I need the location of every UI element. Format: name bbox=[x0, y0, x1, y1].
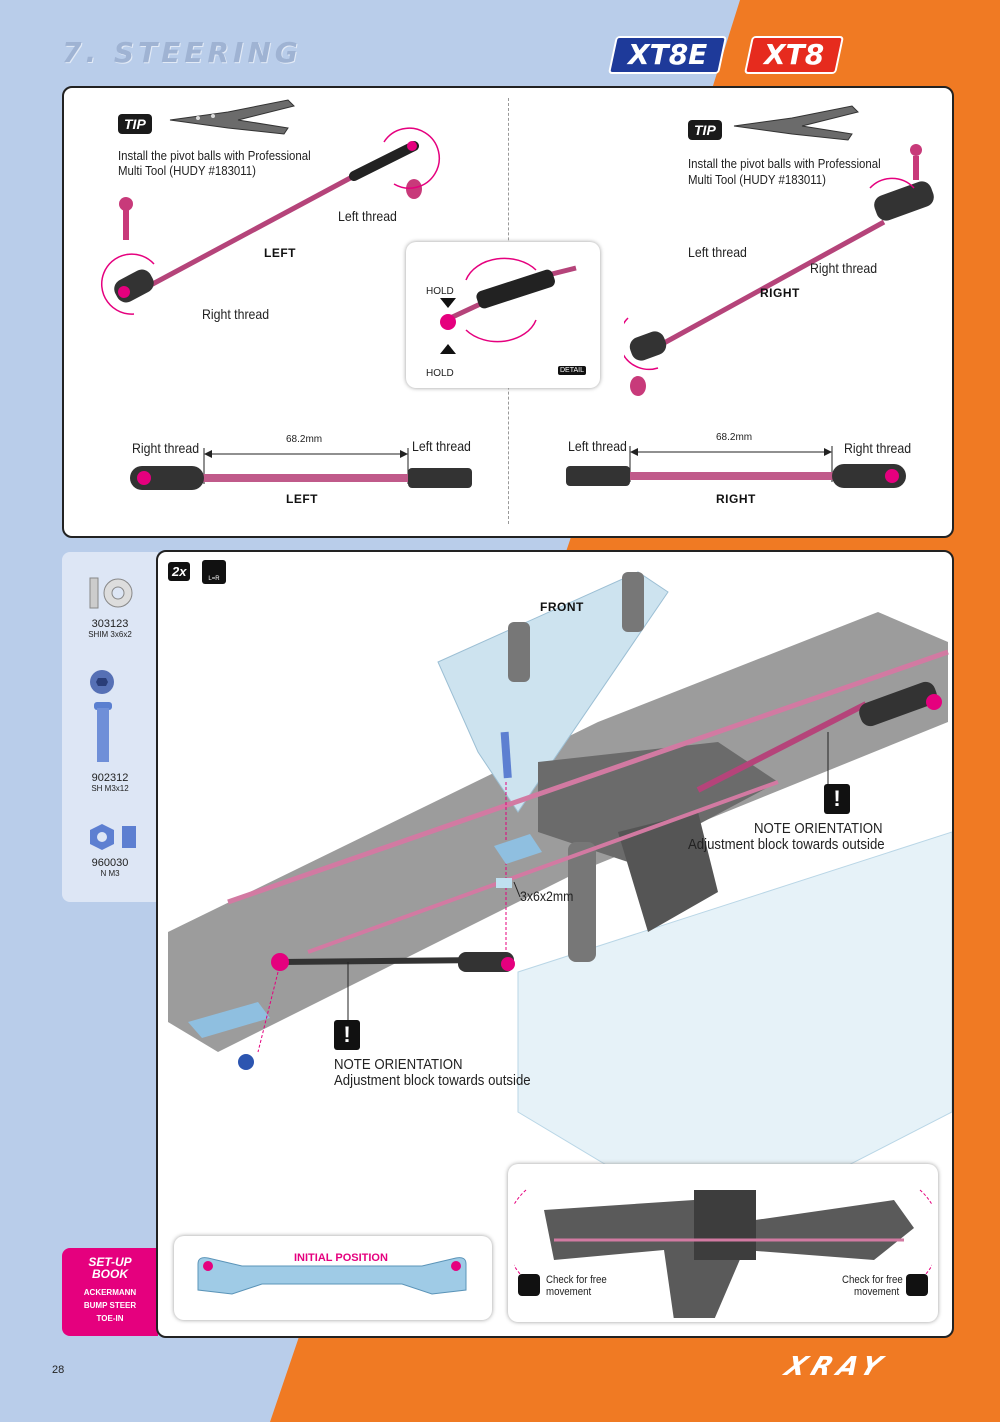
warning-icon-left: ! bbox=[334, 1020, 360, 1050]
parts-sidebar bbox=[62, 552, 158, 902]
free-movement-inset bbox=[508, 1164, 938, 1322]
setup-item: ACKERMANN bbox=[83, 1288, 137, 1297]
warning-icon-right: ! bbox=[824, 784, 850, 814]
right-rod-assembly-diagram bbox=[624, 118, 944, 398]
measure-left-label-2: Left thread bbox=[412, 438, 471, 454]
nut-icon bbox=[86, 822, 138, 854]
tip-text-right-2: Multi Tool (HUDY #183011) bbox=[688, 172, 826, 187]
detail-inset bbox=[406, 242, 600, 388]
front-word: FRONT bbox=[540, 600, 584, 614]
check-left-2: movement bbox=[546, 1286, 592, 1298]
setup-book-badge bbox=[62, 1248, 158, 1336]
measure-left-label-1: Right thread bbox=[132, 440, 200, 456]
note-right-title: NOTE ORIENTATION bbox=[754, 820, 883, 837]
setup-item: BUMP STEER bbox=[83, 1301, 137, 1310]
tip-text-right-1: Install the pivot balls with Professional bbox=[688, 156, 881, 171]
note-right-text: Adjustment block towards outside bbox=[688, 836, 885, 853]
tip-badge-right: TIP bbox=[688, 120, 722, 140]
hold-label-bottom: HOLD bbox=[426, 368, 454, 379]
measure-right-label-1: Left thread bbox=[568, 438, 627, 454]
side-word-left: LEFT bbox=[264, 246, 296, 260]
side-word-right: RIGHT bbox=[760, 286, 800, 300]
page-number: 28 bbox=[52, 1364, 65, 1376]
part-code-2: 902312 SH M3x12 bbox=[91, 772, 129, 793]
tip-text-left-1: Install the pivot balls with Professional bbox=[118, 148, 311, 163]
note-left-title: NOTE ORIENTATION bbox=[334, 1056, 463, 1073]
measure-side-word-right: RIGHT bbox=[716, 492, 756, 506]
initial-position-inset bbox=[174, 1236, 492, 1320]
model-badge-xt8: XT8 bbox=[744, 36, 844, 74]
brand-logo: XRAY bbox=[780, 1352, 892, 1382]
check-right-1: Check for free bbox=[842, 1274, 903, 1286]
screw-icon bbox=[90, 668, 130, 766]
wrench-detail-illustration bbox=[426, 250, 586, 370]
check-left-1: Check for free bbox=[546, 1274, 607, 1286]
note-left-text: Adjustment block towards outside bbox=[334, 1072, 531, 1089]
setup-title-2: BOOK bbox=[92, 1267, 128, 1281]
model-badge-xt8e: XT8E bbox=[608, 36, 727, 74]
label-left-thread-right: Left thread bbox=[688, 244, 747, 260]
measure-right-label-2: Right thread bbox=[844, 440, 912, 456]
label-left-thread-left: Left thread bbox=[338, 208, 397, 224]
section-title: 7. STEERING bbox=[62, 36, 302, 69]
tip-badge-left: TIP bbox=[118, 114, 152, 134]
quantity-badge: 2x bbox=[168, 562, 190, 581]
measure-right-length: 68.2mm bbox=[716, 432, 753, 443]
label-right-thread-left: Right thread bbox=[202, 306, 270, 322]
hold-label-top: HOLD bbox=[426, 286, 454, 297]
setup-item: TOE-IN bbox=[96, 1314, 124, 1323]
left-right-same-icon: L=R bbox=[202, 560, 226, 584]
part-code-1: 303123 SHIM 3x6x2 bbox=[88, 618, 132, 639]
initial-position-label: INITIAL POSITION bbox=[294, 1252, 388, 1264]
measure-side-word-left: LEFT bbox=[286, 492, 318, 506]
part-code-3: 960030 N M3 bbox=[91, 857, 129, 878]
check-icon-right bbox=[906, 1274, 928, 1296]
measure-left-length: 68.2mm bbox=[286, 434, 323, 445]
main-panel bbox=[156, 550, 954, 1338]
shim-icon bbox=[88, 576, 134, 610]
shim-size-label: 3x6x2mm bbox=[520, 888, 574, 904]
detail-badge: DETAIL bbox=[560, 367, 584, 374]
tip-text-left-2: Multi Tool (HUDY #183011) bbox=[118, 163, 256, 178]
top-panel bbox=[62, 86, 954, 538]
label-right-thread-right: Right thread bbox=[810, 260, 878, 276]
check-right-2: movement bbox=[854, 1286, 900, 1298]
setup-title-1: SET-UP bbox=[88, 1255, 132, 1269]
check-icon-left bbox=[518, 1274, 540, 1296]
